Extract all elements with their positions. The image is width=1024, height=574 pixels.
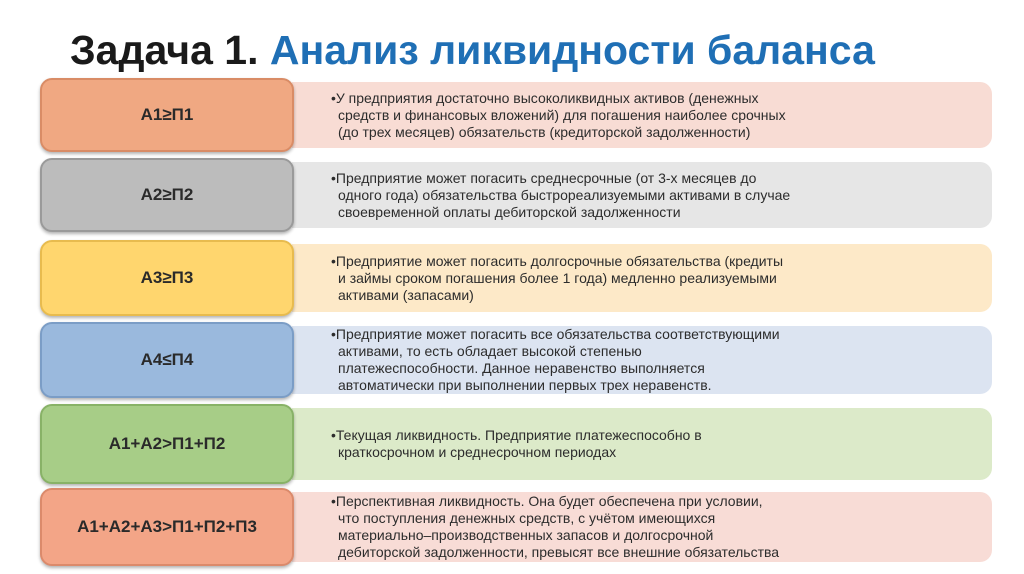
description-line: автоматически при выполнении первых трех неравенств. bbox=[338, 377, 712, 393]
description-line: и займы сроком погашения более 1 года) медленно реализуемыми bbox=[338, 269, 777, 286]
description-line: средств и финансовых вложений) для погашения наиболее срочных bbox=[338, 106, 786, 123]
condition-row-prospective-liquidity bbox=[40, 488, 992, 566]
condition-description bbox=[292, 492, 992, 562]
description-line: краткосрочном и среднесрочном периодах bbox=[338, 444, 617, 460]
inequality-label: А2≥П2 bbox=[40, 158, 294, 232]
condition-description bbox=[292, 326, 992, 394]
inequality-label: А1+А2+А3>П1+П2+П3 bbox=[40, 488, 294, 566]
condition-row-a2-p2 bbox=[40, 158, 992, 232]
description-line: материально–производственных запасов и долгосрочной bbox=[338, 527, 714, 543]
inequality-label: А1+А2>П1+П2 bbox=[40, 404, 294, 484]
description-line: (до трех месяцев) обязательств (кредиторской задолженности) bbox=[338, 123, 751, 140]
inequality-label: А3≥П3 bbox=[40, 240, 294, 316]
description-line: дебиторской задолженности, превысят все внешние обязательства bbox=[338, 544, 780, 560]
description-line: что поступления денежных средств, с учётом имеющихся bbox=[338, 510, 716, 526]
description-line: активами (запасами) bbox=[338, 286, 474, 303]
description-line: •У предприятия достаточно высоколиквидных активов (денежных bbox=[331, 89, 759, 106]
description-line: одного года) обязательства быстрореализуемыми активами в случае bbox=[338, 186, 791, 203]
inequality-label: А1≥П1 bbox=[40, 78, 294, 152]
description-line: •Предприятие может погасить долгосрочные обязательства (кредиты bbox=[331, 252, 784, 269]
description-line: •Перспективная ликвидность. Она будет обеспечена при условии, bbox=[331, 493, 763, 509]
condition-description bbox=[292, 162, 992, 228]
condition-description bbox=[292, 408, 992, 480]
condition-row-current-liquidity bbox=[40, 404, 992, 484]
title-main: Анализ ликвидности баланса bbox=[269, 27, 875, 73]
description-line: активами, то есть обладает высокой степенью bbox=[338, 343, 642, 359]
description-line: •Предприятие может погасить все обязательства соответствующими bbox=[331, 326, 780, 342]
description-line: •Предприятие может погасить среднесрочные (от 3-х месяцев до bbox=[331, 169, 757, 186]
inequality-label: А4≤П4 bbox=[40, 322, 294, 398]
description-line: •Текущая ликвидность. Предприятие платежеспособно в bbox=[331, 427, 702, 443]
condition-description bbox=[292, 244, 992, 312]
condition-row-a3-p3 bbox=[40, 240, 992, 316]
description-line: своевременной оплаты дебиторской задолженности bbox=[338, 203, 681, 220]
condition-description bbox=[292, 82, 992, 148]
title-prefix: Задача 1. bbox=[70, 27, 259, 73]
description-line: платежеспособности. Данное неравенство выполняется bbox=[338, 360, 705, 376]
condition-row-a4-p4 bbox=[40, 322, 992, 398]
condition-row-a1-p1 bbox=[40, 78, 992, 152]
